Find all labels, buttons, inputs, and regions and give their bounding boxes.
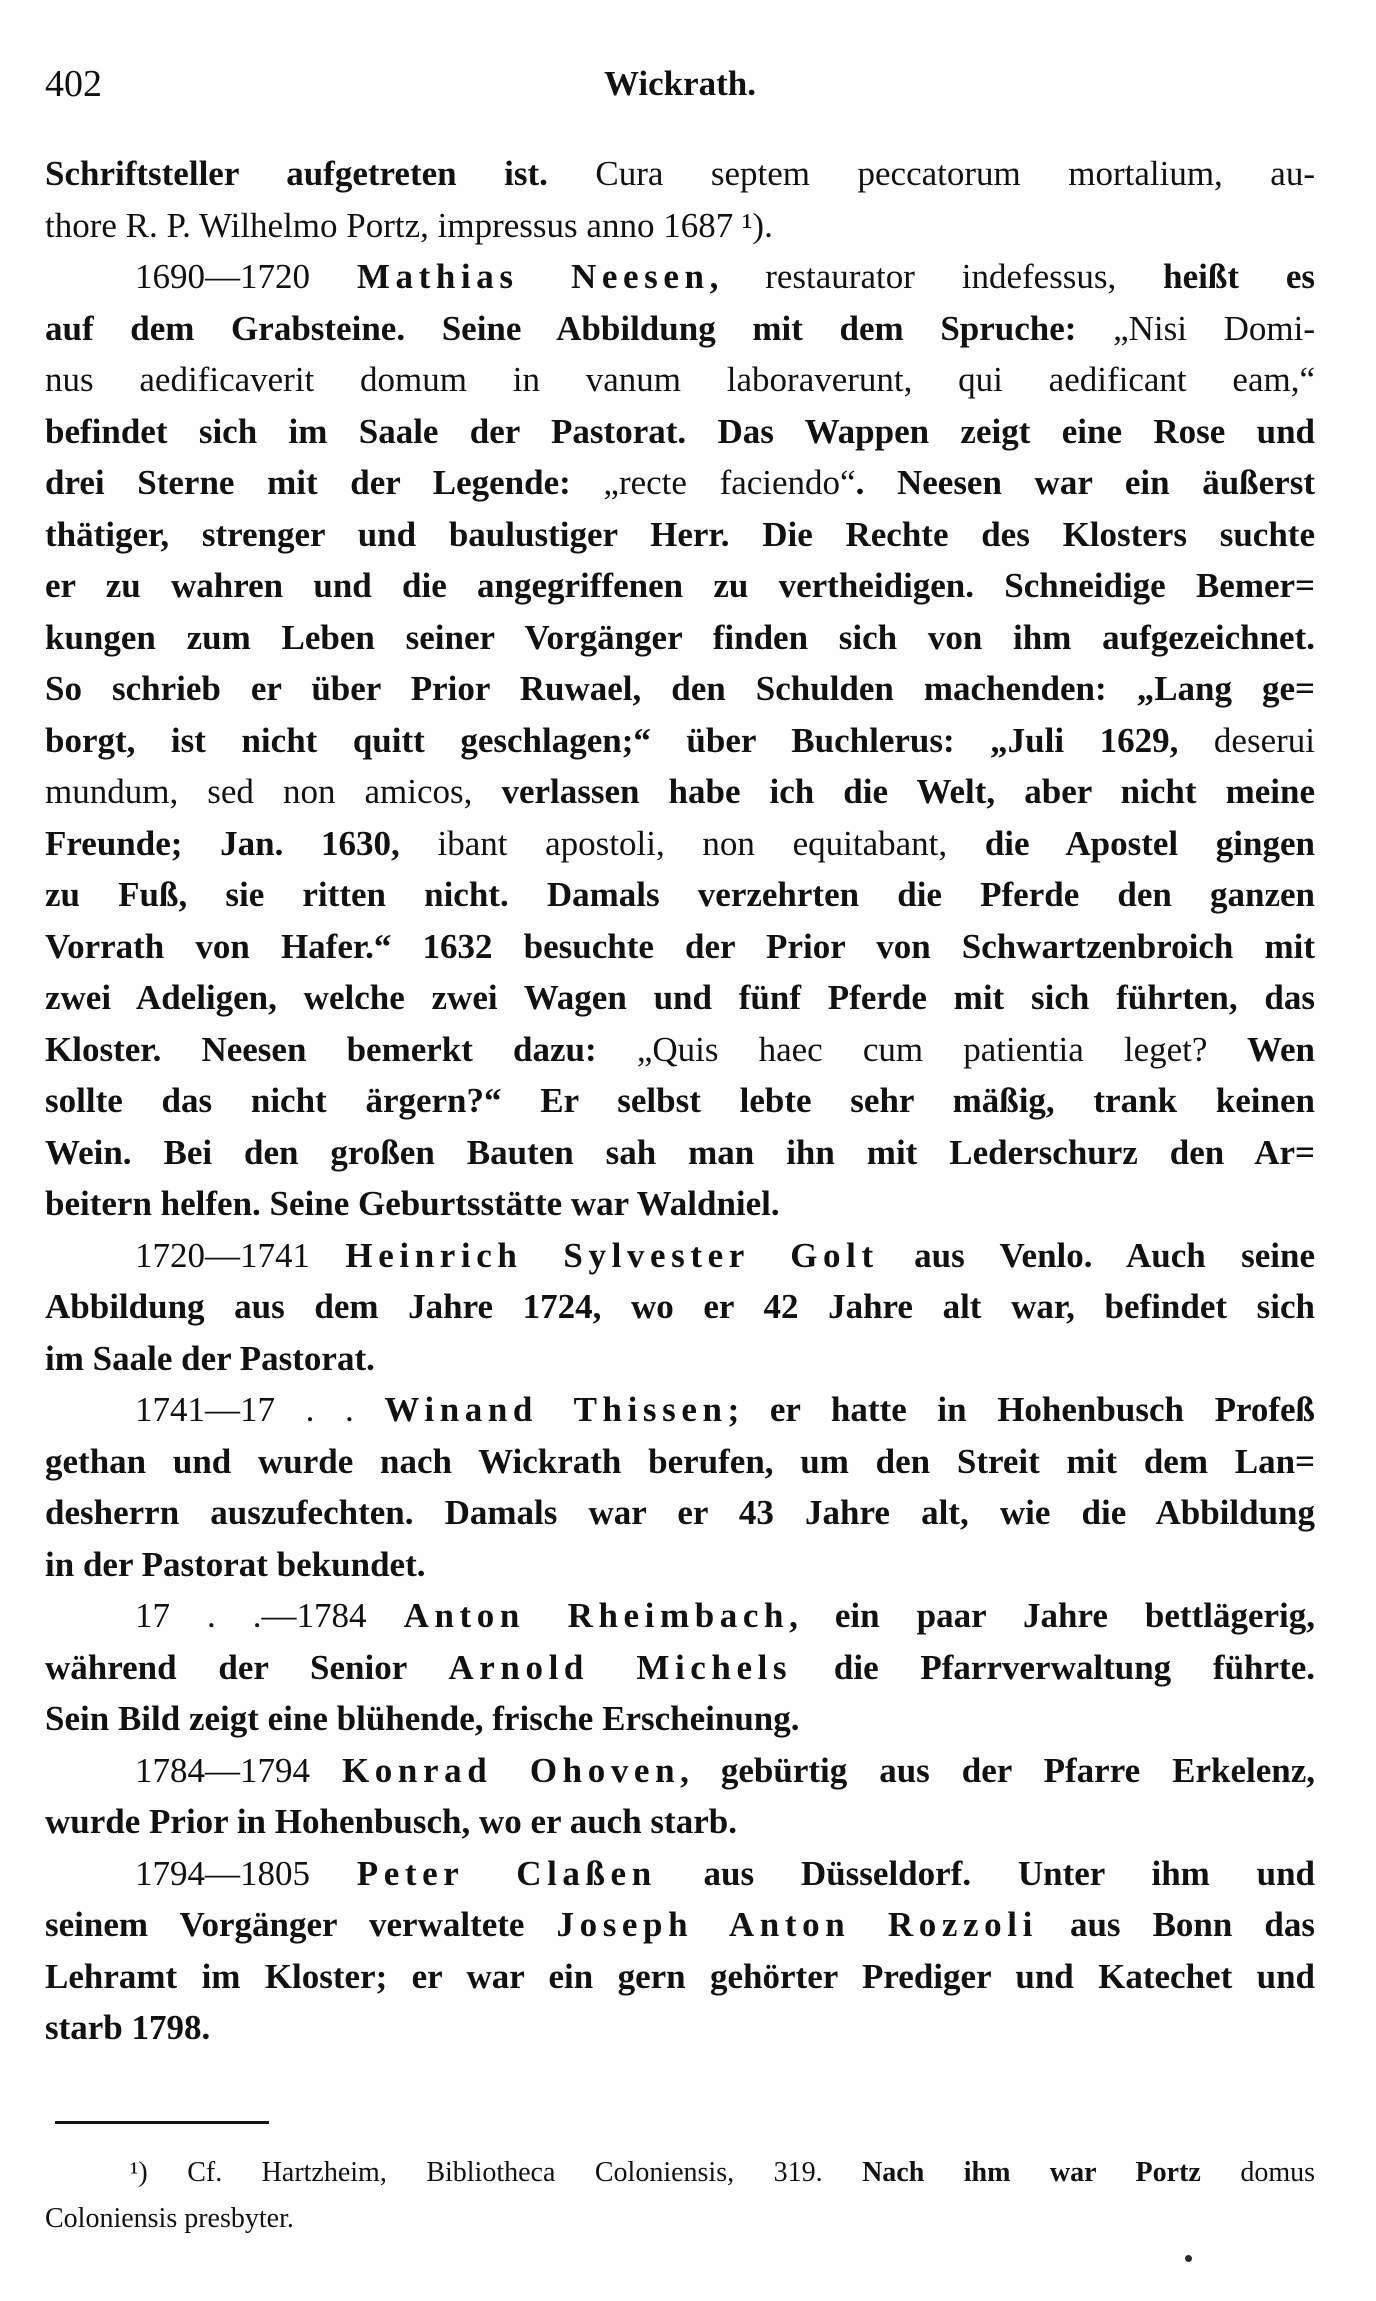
text-line [45, 560, 1315, 612]
text-segment: Kloster. Neesen bemerkt dazu: [45, 1029, 637, 1069]
text-segment: Sein Bild zeigt eine blühende, frische Erscheinung. [45, 1699, 800, 1738]
text-segment: starb 1798. [45, 2008, 211, 2047]
text-segment: heißt es [1163, 257, 1315, 296]
text-segment: 1784—1794 [135, 1750, 342, 1790]
text-line [45, 1642, 1315, 1694]
paragraph [45, 1745, 1315, 1848]
text-segment: drei Sterne mit der Legende: [45, 463, 604, 502]
text-segment: 1741—17 . . [135, 1390, 385, 1429]
text-segment: 17 . .—1784 [135, 1596, 404, 1635]
text-segment: gethan und wurde nach Wickrath berufen, um den Streit mit dem Lan= [45, 1441, 1315, 1481]
text-line [45, 1590, 1315, 1642]
text-segment: Nach ihm war Portz [862, 2157, 1241, 2188]
person-name: Mathias Neesen [356, 257, 710, 296]
person-name: Arnold Michels [448, 1647, 793, 1687]
text-line [45, 1899, 1315, 1951]
text-line [45, 1230, 1315, 1282]
text-segment: zu Fuß, sie ritten nicht. Damals verzehrten die Pferde den ganzen [45, 875, 1315, 914]
text-segment: „Nisi Domi- [1113, 308, 1315, 348]
paragraph [45, 1848, 1315, 2054]
text-segment: verlassen habe ich die Welt, aber nicht meine [501, 772, 1315, 811]
text-segment: So schrieb er über Prior Ruwael, den Schulden machenden: „Lang ge= [45, 669, 1315, 708]
text-line [45, 972, 1315, 1024]
text-segment: Cura septem peccatorum mortalium, au- [595, 154, 1315, 193]
paragraph [45, 251, 1315, 1230]
text-line [45, 663, 1315, 715]
scan-speck [1185, 2255, 1192, 2262]
person-name: Winand Thissen [384, 1390, 728, 1429]
text-segment: die Apostel gingen [984, 823, 1315, 863]
text-segment: beitern helfen. Seine Geburtsstätte war Waldniel. [45, 1184, 780, 1223]
text-line [45, 1333, 1315, 1385]
text-line [45, 1745, 1315, 1797]
text-line [45, 766, 1315, 818]
text-segment: Wen [1207, 1029, 1315, 1069]
text-segment: aus Venlo. Auch seine [878, 1235, 1315, 1275]
text-segment: aus Düsseldorf. Unter ihm und [656, 1853, 1315, 1893]
text-line [45, 2002, 1315, 2054]
text-segment: 1794—1805 [135, 1853, 357, 1893]
text-line [45, 1075, 1315, 1127]
text-segment: zwei Adeligen, welche zwei Wagen und fünf Pferde mit sich führten, das [45, 978, 1315, 1017]
text-line [45, 818, 1315, 870]
text-segment: „Quis haec cum patientia leget? [636, 1029, 1208, 1069]
text-segment: sollte das nicht ärgern?“ Er selbst lebte sehr mäßig, trank keinen [45, 1081, 1315, 1120]
text-line [45, 2196, 1315, 2242]
text-segment: domus [1240, 2157, 1315, 2188]
text-segment: ¹) Cf. Hartzheim, Bibliotheca Coloniensis, 319. [130, 2157, 863, 2188]
text-line [45, 457, 1315, 509]
text-segment: kungen zum Leben seiner Vorgänger finden sich von ihm aufgezeichnet. [45, 617, 1315, 657]
text-segment: seinem Vorgänger verwaltete [45, 1905, 557, 1944]
paragraph [45, 1384, 1315, 1590]
text-segment: thätiger, strenger und baulustiger Herr. Die Rechte des Klosters suchte [45, 514, 1315, 554]
text-line [45, 1796, 1315, 1848]
text-segment: ; er hatte in Hohenbusch Profeß [727, 1390, 1315, 1429]
text-line [45, 354, 1315, 406]
text-segment: desherrn auszufechten. Damals war er 43 Jahre alt, wie die Abbildung [45, 1493, 1315, 1532]
text-line [45, 1178, 1315, 1230]
text-line [45, 869, 1315, 921]
text-segment: auf dem Grabsteine. Seine Abbildung mit dem Spruche: [45, 308, 1114, 348]
text-segment: . Neesen war ein äußerst [855, 463, 1315, 502]
text-line [45, 1384, 1315, 1436]
text-segment: Wein. Bei den großen Bauten sah man ihn mit Lederschurz den Ar= [45, 1132, 1315, 1172]
text-block [45, 148, 1315, 2054]
text-segment: thore R. P. Wilhelmo Portz, impressus anno 1687 ¹). [45, 205, 773, 245]
text-line [45, 200, 1315, 252]
text-segment: aus Bonn das [1037, 1905, 1315, 1944]
text-segment: deserui [1213, 720, 1315, 760]
text-segment: während der Senior [45, 1647, 449, 1687]
text-line [45, 1848, 1315, 1900]
text-segment: 1690—1720 [135, 257, 357, 296]
text-line [45, 1281, 1315, 1333]
text-segment: Vorrath von Hafer.“ 1632 besuchte der Prior von Schwartzenbroich mit [45, 926, 1315, 966]
text-line [45, 406, 1315, 458]
text-line [45, 715, 1315, 767]
person-name: Joseph Anton Rozzoli [556, 1905, 1038, 1944]
text-line [45, 509, 1315, 561]
text-line [45, 1436, 1315, 1488]
text-segment: 1720—1741 [135, 1235, 346, 1275]
text-line [45, 2150, 1315, 2196]
paragraph [45, 1230, 1315, 1385]
text-line [45, 148, 1315, 200]
page-header [45, 62, 1315, 108]
text-line [45, 251, 1315, 303]
text-segment: restaurator indefessus, [765, 257, 1164, 296]
text-segment: wurde Prior in Hohenbusch, wo er auch starb. [45, 1802, 737, 1841]
text-line [45, 1127, 1315, 1179]
page-number: 402 [45, 63, 102, 105]
text-line [45, 1487, 1315, 1539]
text-line [45, 612, 1315, 664]
text-line [45, 1024, 1315, 1076]
text-segment: , [709, 257, 766, 296]
footnote [45, 2150, 1315, 2242]
text-segment: mundum, sed non amicos, [45, 772, 502, 811]
text-segment: befindet sich im Saale der Pastorat. Das Wappen zeigt eine Rose und [45, 411, 1315, 451]
text-segment: „recte faciendo“ [603, 463, 856, 502]
text-line [45, 1539, 1315, 1591]
text-segment: borgt, ist nicht quitt geschlagen;“ über Buchlerus: „Juli 1629, [45, 720, 1214, 760]
person-name: Konrad Ohoven [341, 1750, 681, 1790]
text-segment: , ein paar Jahre bettlägerig, [789, 1596, 1315, 1635]
text-segment: Abbildung aus dem Jahre 1724, wo er 42 Jahre alt war, befindet sich [45, 1287, 1315, 1326]
text-segment: Lehramt im Kloster; er war ein gern gehörter Prediger und Katechet und [45, 1956, 1315, 1996]
text-line [45, 1951, 1315, 2003]
person-name: Anton Rheimbach [403, 1596, 790, 1635]
text-segment: Schriftsteller aufgetreten ist. [45, 154, 596, 193]
person-name: Heinrich Sylvester Golt [345, 1235, 879, 1275]
person-name: Peter Claßen [356, 1853, 657, 1893]
text-segment: im Saale der Pastorat. [45, 1338, 375, 1378]
text-segment: die Pfarrverwaltung führte. [792, 1647, 1315, 1687]
text-segment: , gebürtig aus der Pfarre Erkelenz, [680, 1750, 1315, 1790]
text-segment: ibant apostoli, non equitabant, [437, 823, 985, 863]
text-line [45, 1693, 1315, 1745]
footnote-rule [55, 2121, 269, 2124]
running-head: Wickrath. [604, 64, 756, 103]
text-segment: in der Pastorat bekundet. [45, 1544, 426, 1584]
text-line [45, 303, 1315, 355]
text-line [45, 921, 1315, 973]
text-segment: er zu wahren und die angegriffenen zu vertheidigen. Schneidige Bemer= [45, 566, 1315, 605]
text-segment: Freunde; Jan. 1630, [45, 823, 438, 863]
text-segment: nus aedificaverit domum in vanum laboraverunt, qui aedificant eam,“ [45, 360, 1315, 399]
paragraph [45, 1590, 1315, 1745]
text-segment: Coloniensis presbyter. [45, 2203, 294, 2234]
paragraph [45, 148, 1315, 251]
